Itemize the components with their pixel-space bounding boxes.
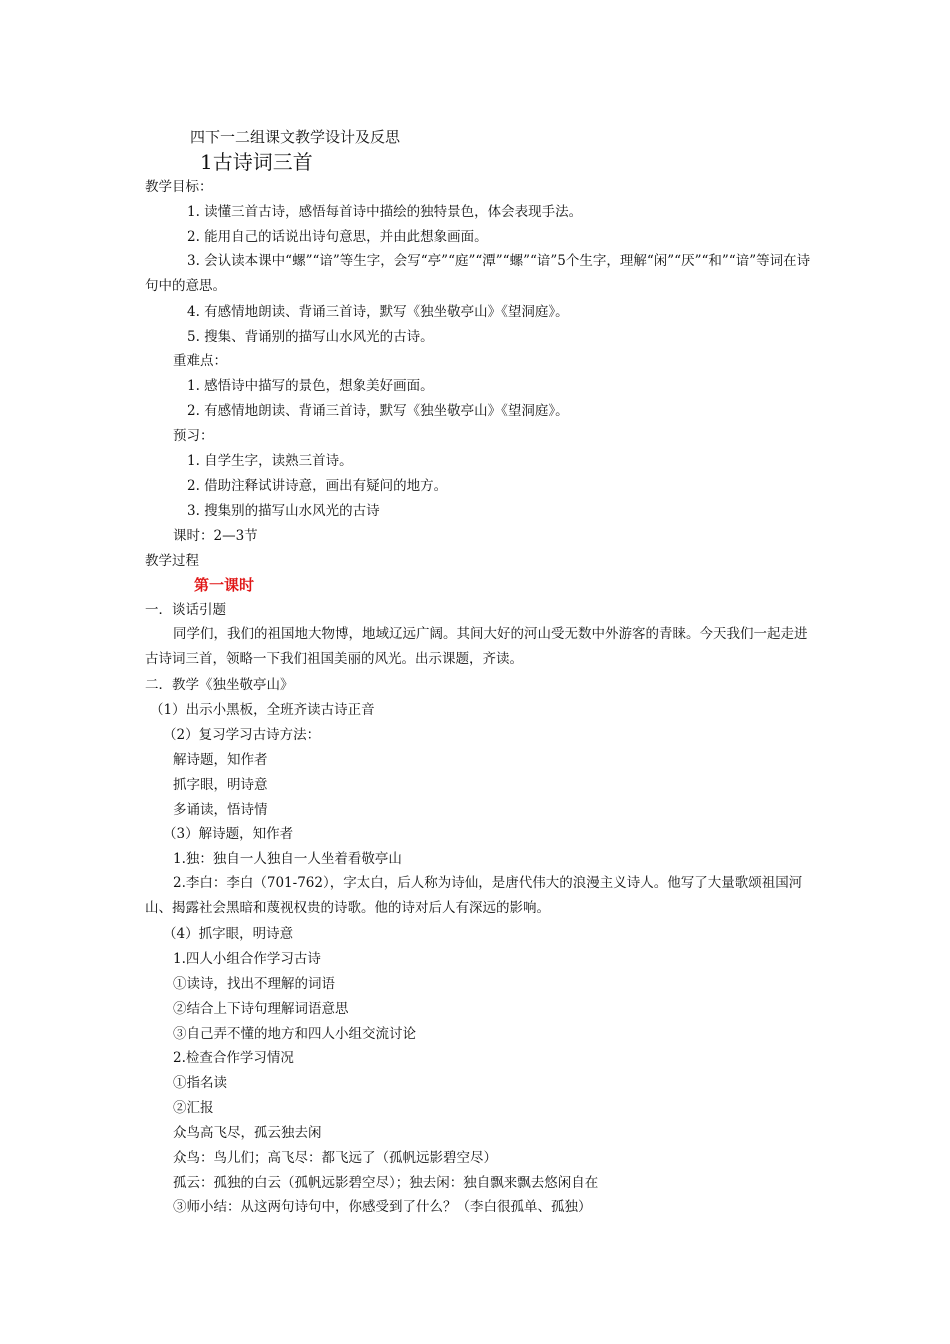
step-item: ③师小结：从这两句诗句中，你感受到了什么？（李白很孤单、孤独） (173, 1199, 592, 1215)
poem-line: 众鸟高飞尽，孤云独去闲 (173, 1125, 322, 1141)
method-item: 解诗题，知作者 (173, 752, 268, 768)
process-label: 教学过程 (145, 553, 199, 569)
section-heading: 一．谈话引题 (145, 602, 226, 618)
preview-item: 3. 搜集别的描写山水风光的古诗 (187, 503, 380, 519)
key-points-label: 重难点： (173, 353, 227, 369)
step-item: ①指名读 (173, 1075, 227, 1091)
step-item: 2.检查合作学习情况 (173, 1050, 294, 1066)
step-item: ②结合上下诗句理解词语意思 (173, 1001, 349, 1017)
section-heading: 二．教学《独坐敬亭山》 (145, 677, 294, 693)
class-hours: 课时：2—3节 (173, 528, 258, 544)
objective-item: 2. 能用自己的话说出诗句意思，并由此想象画面。 (187, 229, 488, 245)
objective-item: 5. 搜集、背诵别的描写山水风光的古诗。 (187, 329, 434, 345)
preview-item: 1. 自学生字，读熟三首诗。 (187, 453, 353, 469)
step-item: ①读诗，找出不理解的词语 (173, 976, 335, 992)
step-heading: （2）复习学习古诗方法： (163, 727, 321, 743)
objective-item: 3. 会认读本课中“螺”“谙”等生字，会写“亭”“庭”“潭”“螺”“谙”5个生字，理解“闲”“厌”“和”“谙”等词在诗句中的意思。 (145, 253, 811, 294)
step-item: 孤云：孤独的白云（孤帆远影碧空尽）；独去闲：独自飘来飘去悠闲自在 (173, 1175, 599, 1191)
document-title: 四下一二组课文教学设计及反思 (190, 128, 401, 146)
preview-item: 2. 借助注释试讲诗意，画出有疑问的地方。 (187, 478, 448, 494)
key-point-item: 2. 有感情地朗读、背诵三首诗，默写《独坐敬亭山》《望洞庭》。 (187, 403, 569, 419)
method-item: 多诵读，悟诗情 (173, 802, 268, 818)
step-item: 1.独：独自一人独自一人坐着看敬亭山 (173, 851, 402, 867)
first-lesson-heading: 第一课时 (194, 576, 255, 594)
preview-label: 预习： (173, 428, 214, 444)
step-item: 1.四人小组合作学习古诗 (173, 951, 321, 967)
step-heading: （1）出示小黑板，全班齐读古诗正音 (150, 702, 375, 718)
step-item: 2.李白：李白（701-762），字太白，后人称为诗仙，是唐代伟大的浪漫主义诗人。他写了大量歌颂祖国河山、揭露社会黑暗和蔑视权贵的诗歌。他的诗对后人有深远的影响。 (145, 875, 803, 916)
step-item: ③自己弄不懂的地方和四人小组交流讨论 (173, 1026, 416, 1042)
step-item: 众鸟：鸟儿们；高飞尽：都飞远了（孤帆远影碧空尽） (173, 1150, 497, 1166)
objective-item: 4. 有感情地朗读、背诵三首诗，默写《独坐敬亭山》《望洞庭》。 (187, 304, 569, 320)
intro-paragraph: 同学们，我们的祖国地大物博，地域辽远广阔。其间大好的河山受无数中外游客的青睐。今天我们一起走进古诗词三首，领略一下我们祖国美丽的风光。出示课题，齐读。 (145, 626, 808, 667)
key-point-item: 1. 感悟诗中描写的景色，想象美好画面。 (187, 378, 434, 394)
step-heading: （3）解诗题，知作者 (163, 826, 294, 842)
objective-item: 1. 读懂三首古诗，感悟每首诗中描绘的独特景色，体会表现手法。 (187, 204, 583, 220)
step-heading: （4）抓字眼，明诗意 (163, 926, 294, 942)
method-item: 抓字眼，明诗意 (173, 777, 268, 793)
objectives-label: 教学目标： (145, 179, 213, 195)
lesson-title: 1古诗词三首 (200, 150, 313, 174)
step-item: ②汇报 (173, 1100, 214, 1116)
